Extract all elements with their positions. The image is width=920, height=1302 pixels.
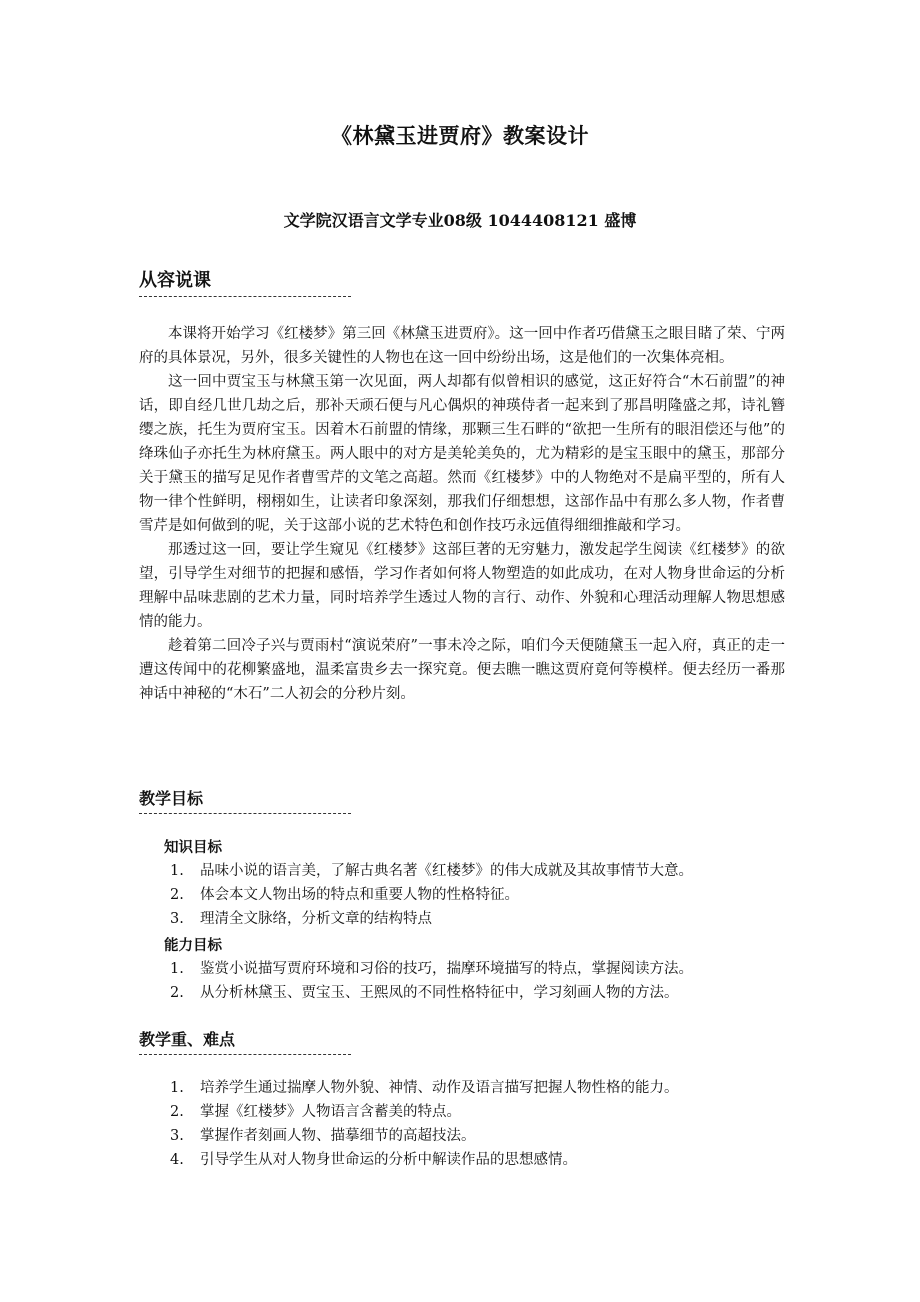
list-item xyxy=(170,1100,679,1124)
paragraph: 本课将开始学习《红楼梦》第三回《林黛玉进贾府》。这一回中作者巧借黛玉之眼目睹了荣、宁两府的具体景况，另外，很多关键性的人物也在这一回中纷纷出场，这是他们的一次集体亮相。 xyxy=(139,326,785,366)
list-text: 体会本文人物出场的特点和重要人物的性格特征。 xyxy=(200,887,519,903)
list-number: 2. xyxy=(170,1104,184,1120)
list-item xyxy=(170,859,693,883)
list-item xyxy=(170,1076,679,1100)
list-item xyxy=(170,981,693,1005)
list-text: 品味小说的语言美，了解古典名著《红楼梦》的伟大成就及其故事情节大意。 xyxy=(200,863,693,879)
list-item xyxy=(170,1124,679,1148)
section-heading-text: 从容说课 xyxy=(139,270,211,291)
list-number: 3. xyxy=(170,911,184,927)
subheading-ability: 能力目标 xyxy=(164,937,222,954)
list-item xyxy=(170,1148,679,1172)
list-number: 1. xyxy=(170,1080,184,1096)
list-text: 理清全文脉络，分析文章的结构特点 xyxy=(200,911,432,927)
paragraph: 趁着第二回冷子兴与贾雨村“演说荣府”一事未冷之际，咱们今天便随黛玉一起入府，真正的走一遭这传闻中的花柳繁盛地，温柔富贵乡去一探究竟。便去瞧一瞧这贾府竟何等模样。便去经历一番那神话中神秘的“木石”二人初会的分秒片刻。 xyxy=(139,638,785,702)
list-number: 2. xyxy=(170,887,184,903)
list-text: 引导学生从对人物身世命运的分析中解读作品的思想感情。 xyxy=(200,1152,577,1168)
list-item xyxy=(170,883,693,907)
intro-body xyxy=(139,322,785,706)
paragraph: 这一回中贾宝玉与林黛玉第一次见面，两人却都有似曾相识的感觉，这正好符合“木石前盟”的神话，即自经几世几劫之后，那补天顽石便与凡心偶炽的神瑛侍者一起来到了那昌明隆盛之邦，诗礼簪缨之族，托生为贾府宝玉。因着木石前盟的情缘，那颗三生石畔的“欲把一生所有的眼泪偿还与他”的绛珠仙子亦托生为林府黛玉。两人眼中的对方是美轮美奂的，尤为精彩的是宝玉眼中的黛玉，那部分关于黛玉的描写足见作者曹雪芹的文笔之高超。然而《红楼梦》中的人物绝对不是扁平型的，所有人物一律个性鲜明，栩栩如生，让读者印象深刻，那我们仔细想想，这部作品中有那么多人物，作者曹雪芹是如何做到的呢，关于这部小说的艺术特色和创作技巧永远值得细细推敲和学习。 xyxy=(139,374,785,534)
list-text: 鉴赏小说描写贾府环境和习俗的技巧，揣摩环境描写的特点，掌握阅读方法。 xyxy=(200,961,693,977)
key-points-list xyxy=(170,1076,679,1172)
ability-goal-list xyxy=(170,957,693,1005)
section-heading-intro xyxy=(139,266,351,297)
section-heading-goals xyxy=(139,786,351,814)
list-text: 培养学生通过揣摩人物外貌、神情、动作及语言描写把握人物性格的能力。 xyxy=(200,1080,679,1096)
list-item xyxy=(170,907,693,931)
list-number: 1. xyxy=(170,961,184,977)
knowledge-goal-list xyxy=(170,859,693,931)
paragraph: 那透过这一回，要让学生窥见《红楼梦》这部巨著的无穷魅力，激发起学生阅读《红楼梦》的欲望，引导学生对细节的把握和感悟，学习作者如何将人物塑造的如此成功，在对人物身世命运的分析理解中品味悲剧的艺术力量，同时培养学生透过人物的言行、动作、外貌和心理活动理解人物思想感情的能力。 xyxy=(139,542,785,630)
list-text: 从分析林黛玉、贾宝玉、王熙凤的不同性格特征中，学习刻画人物的方法。 xyxy=(200,985,679,1001)
list-item xyxy=(170,957,693,981)
list-number: 3. xyxy=(170,1128,184,1144)
section-heading-text: 教学重、难点 xyxy=(139,1030,236,1049)
list-number: 1. xyxy=(170,863,184,879)
list-text: 掌握《红楼梦》人物语言含蓄美的特点。 xyxy=(200,1104,461,1120)
list-text: 掌握作者刻画人物、描摹细节的高超技法。 xyxy=(200,1128,476,1144)
subheading-knowledge: 知识目标 xyxy=(164,839,222,856)
section-heading-text: 教学目标 xyxy=(139,789,204,808)
list-number: 2. xyxy=(170,985,184,1001)
document-title: 《林黛玉进贾府》教案设计 xyxy=(331,123,589,148)
list-number: 4. xyxy=(170,1152,184,1168)
author-line: 文学院汉语言文学专业08级 1044408121 盛博 xyxy=(283,211,637,230)
section-heading-key-points xyxy=(139,1027,351,1055)
